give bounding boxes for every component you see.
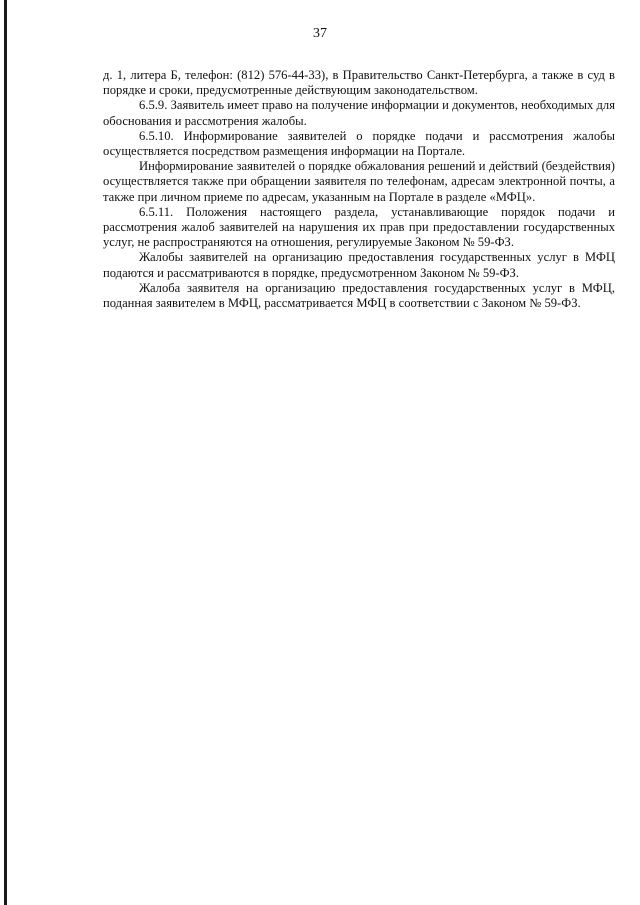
- paragraph-continuation: д. 1, литера Б, телефон: (812) 576-44-33), в Правительство Санкт-Петербурга, а также в суд в порядке и сроки, предусмотренные действующим законодательством.: [103, 68, 615, 98]
- document-body: [103, 68, 615, 311]
- paragraph-6-5-9: 6.5.9. Заявитель имеет право на получение информации и документов, необходимых для обоснования и рассмотрения жалобы.: [103, 98, 615, 128]
- paragraph-complaints-mfc: Жалобы заявителей на организацию предоставления государственных услуг в МФЦ подаются и рассматриваются в порядке, предусмотренном Законом № 59-ФЗ.: [103, 250, 615, 280]
- paragraph-informing: Информирование заявителей о порядке обжалования решений и действий (бездействия) осуществляется также при обращении заявителя по телефонам, адресам электронной почты, а также при личном приеме по адресам, указанным на Портале в разделе «МФЦ».: [103, 159, 615, 204]
- paragraph-6-5-11: 6.5.11. Положения настоящего раздела, устанавливающие порядок подачи и рассмотрения жалоб заявителей на нарушения их прав при предоставлении государственных услуг, не распространяются на отношения, регулируемые Законом № 59-ФЗ.: [103, 204, 615, 250]
- paragraph-6-5-10: 6.5.10. Информирование заявителей о порядке подачи и рассмотрения жалобы осуществляется посредством размещения информации на Портале.: [103, 128, 615, 159]
- page-edge-shadow: [4, 0, 7, 905]
- page-number: 37: [313, 26, 327, 41]
- paragraph-complaint-review: Жалоба заявителя на организацию предоставления государственных услуг в МФЦ, поданная заявителем в МФЦ, рассматривается МФЦ в соответствии с Законом № 59-ФЗ.: [103, 280, 615, 311]
